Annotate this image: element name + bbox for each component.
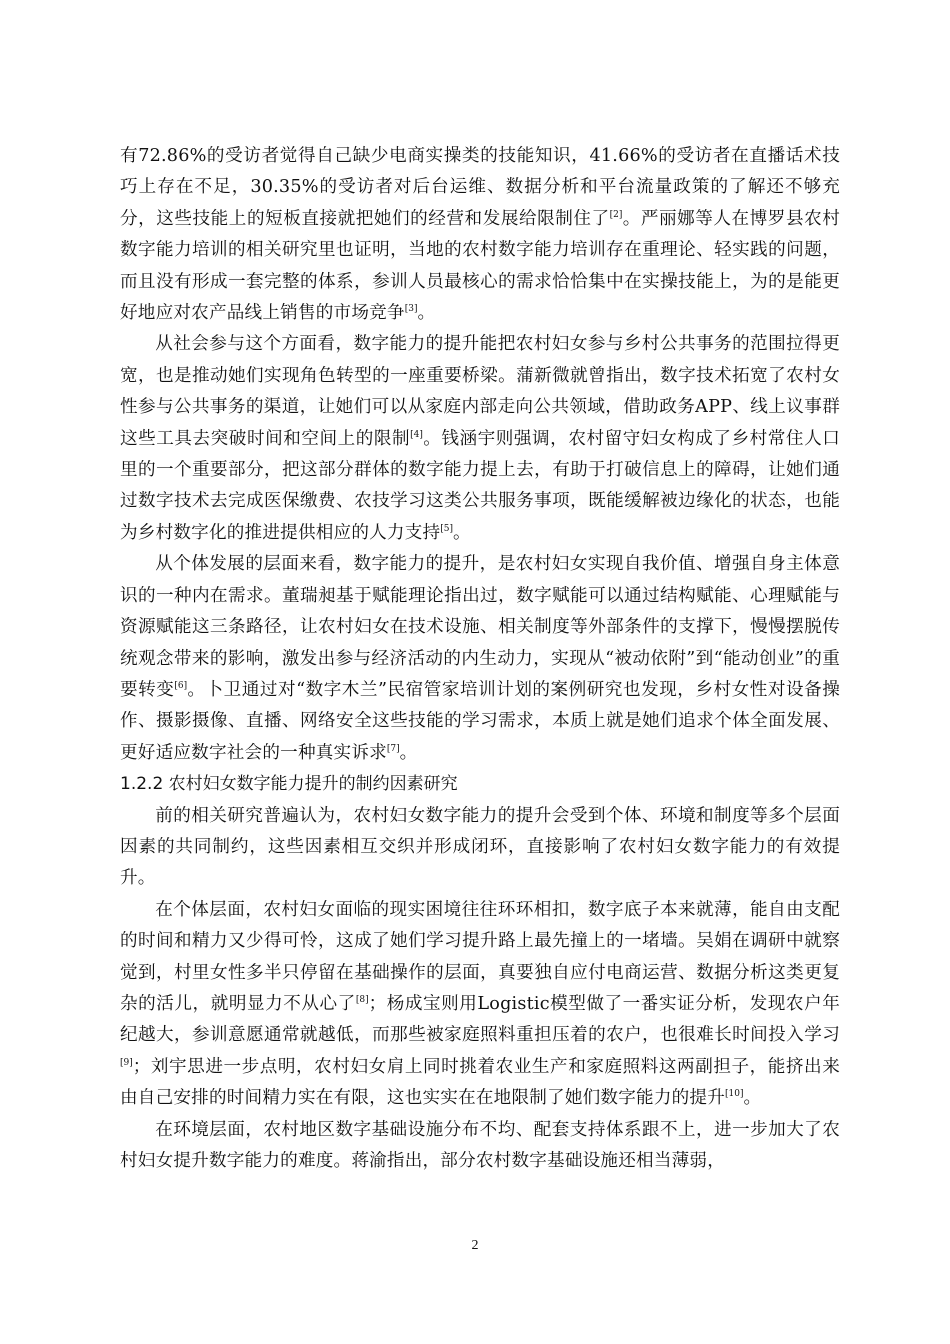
citation-ref: [3] xyxy=(404,304,418,315)
paragraph-constraints-overview xyxy=(120,801,840,895)
text-segment: 。 xyxy=(399,742,418,763)
paragraph-individual-level xyxy=(120,895,840,1115)
text-segment: 。钱涵宇则强调，农村留守妇女构成了乡村常住人口里的一个重要部分，把这部分群体的数字能力提上去，有助于打破信息上的障碍，让她们通过数字技术去完成医保缴费、农技学习这类公共服务事项，既能缓解被边缘化的状态，也能为乡村数字化的推进提供相应的人力支持 xyxy=(120,428,840,543)
text-segment: 在环境层面，农村地区数字基础设施分布不均、配套支持体系跟不上，进一步加大了农村妇女提升数字能力的难度。蒋渝指出，部分农村数字基础设施还相当薄弱， xyxy=(120,1119,840,1171)
text-segment: 从个体发展的层面来看，数字能力的提升，是农村妇女实现自我价值、增强自身主体意识的一种内在需求。董瑞昶基于赋能理论指出过，数字赋能可以通过结构赋能、心理赋能与资源赋能这三条路径，让农村妇女在技术设施、相关制度等外部条件的支撑下，慢慢摆脱传统观念带来的影响，激发出参与经济活动的内生动力，实现从“被动依附”到“能动创业”的重要转变 xyxy=(120,554,840,700)
section-heading: 1.2.2 农村妇女数字能力提升的制约因素研究 xyxy=(120,774,458,795)
text-segment: 。 xyxy=(417,303,436,324)
text-segment: 在个体层面，农村妇女面临的现实困境往往环环相扣，数字底子本来就薄，能自由支配的时间和精力又少得可怜，这成了她们学习提升路上最先撞上的一堵墙。吴娟在调研中就察觉到，村里女性多半只停留在基础操作的层面，真要独自应付电商运营、数据分析这类更复杂的活儿，就明显力不从心了 xyxy=(120,899,840,1014)
paragraph-social-participation xyxy=(120,329,840,549)
text-segment: 。卜卫通过对“数字木兰”民宿管家培训计划的案例研究也发现，乡村女性对设备操作、摄影摄像、直播、网络安全这些技能的学习需求，本质上就是她们追求个体全面发展、更好适应数字社会的一种真实诉求 xyxy=(120,679,840,763)
citation-ref: [4] xyxy=(410,429,423,440)
text-segment: 从社会参与这个方面看，数字能力的提升能把农村妇女参与乡村公共事务的范围拉得更宽，也是推动她们实现角色转型的一座重要桥梁。蒲新微就曾指出，数字技术拓宽了农村女性参与公共事务的渠道，让她们可以从家庭内部走向公共领域，借助政务APP、线上议事群这些工具去突破时间和空间上的限制 xyxy=(120,334,840,449)
text-segment: 。 xyxy=(743,1088,762,1109)
page-number: 2 xyxy=(471,1238,479,1253)
text-segment: 前的相关研究普遍认为，农村妇女数字能力的提升会受到个体、环境和制度等多个层面因素的共同制约，这些因素相互交织并形成闭环，直接影响了农村妇女数字能力的有效提升。 xyxy=(120,805,840,889)
citation-ref: [2] xyxy=(609,209,623,220)
text-segment: 有72.86%的受访者觉得自己缺少电商实操类的技能知识，41.66%的受访者在直播话术技巧上存在不足，30.35%的受访者对后台运维、数据分析和平台流量政策的了解还不够充分，这些技能上的短板直接就把她们的经营和发展给限制住了 xyxy=(120,146,840,229)
text-segment: 。 xyxy=(453,522,471,543)
citation-ref: [8] xyxy=(355,994,369,1005)
paragraph-individual-development xyxy=(120,549,840,769)
citation-ref: [9] xyxy=(120,1057,133,1068)
text-segment: 。严丽娜等人在博罗县农村数字能力培训的相关研究里也证明，当地的农村数字能力培训存在重理论、轻实践的问题，而且没有形成一套完整的体系，参训人员最核心的需求恰恰集中在实操技能上，为的是能更好地应对农产品线上销售的市场竞争 xyxy=(120,208,841,324)
citation-ref: [5] xyxy=(440,523,454,534)
document-body xyxy=(120,141,840,1177)
citation-ref: [7] xyxy=(386,743,400,754)
citation-ref: [6] xyxy=(174,680,188,691)
citation-ref: [10] xyxy=(725,1089,744,1100)
paragraph-survey-skills xyxy=(120,141,840,329)
text-segment: ；杨成宝则用Logistic模型做了一番实证分析，发现农户年纪越大，参训意愿通常就越低，而那些被家庭照料重担压着的农户，也很难长时间投入学习 xyxy=(120,993,840,1046)
paragraph-environment-level xyxy=(120,1115,840,1178)
text-segment: ；刘宇思进一步点明，农村妇女肩上同时挑着农业生产和家庭照料这两副担子，能挤出来由自己安排的时间精力实在有限，这也实实在在地限制了她们数字能力的提升 xyxy=(120,1056,840,1109)
